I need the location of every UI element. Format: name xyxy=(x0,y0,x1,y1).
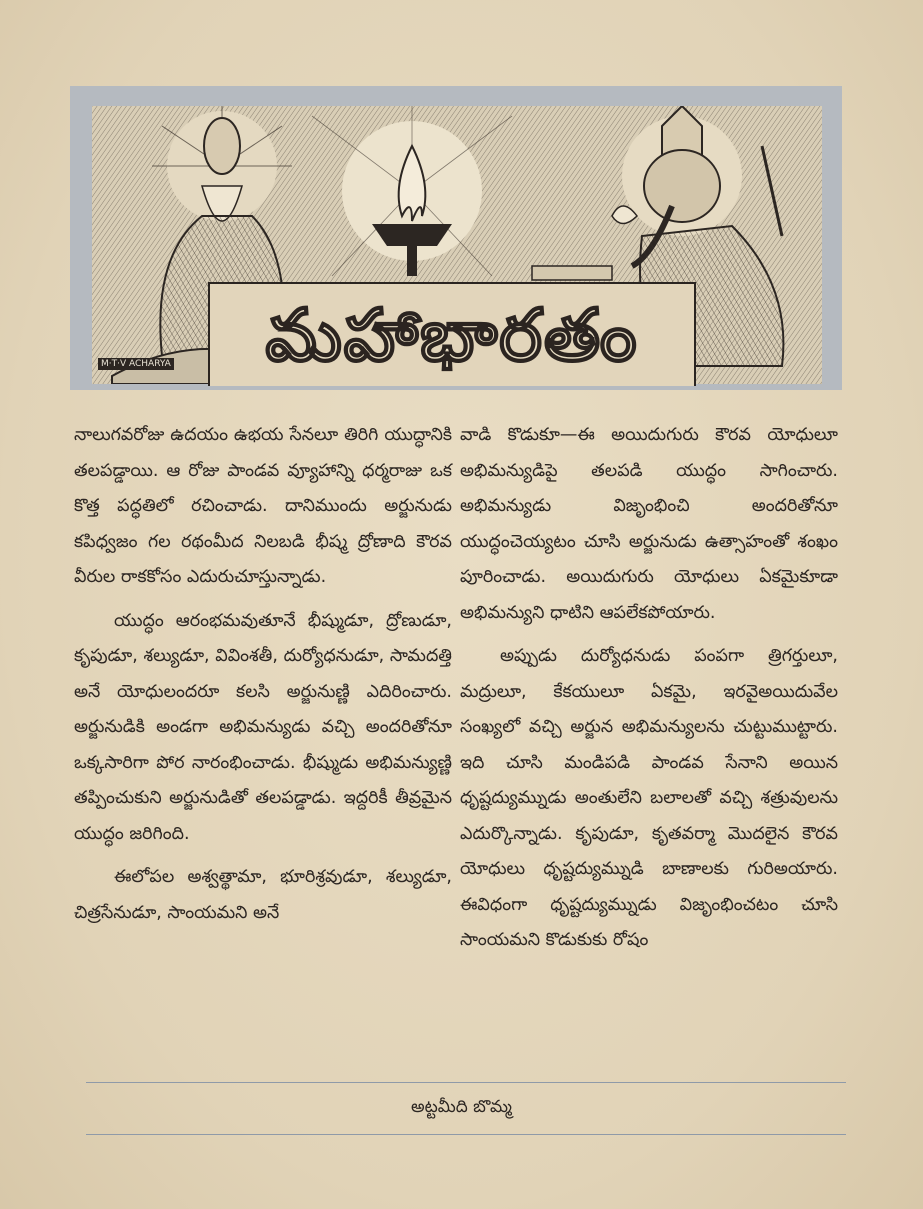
title-panel xyxy=(208,282,696,386)
paragraph: అప్పుడు దుర్యోధనుడు పంపగా త్రిగర్తులూ, మద్రులూ, కేకయులూ ఏకమై, ఇరవైఅయిదువేల సంఖ్యలో వచ్చి అర్జున అభిమన్యులను చుట్టుముట్టారు. ఇది చూసి మండిపడి పాండవ సేనాని అయిన ధృష్టద్యుమ్నుడు అంతులేని బలాలతో వచ్చి శత్రువులను ఎదుర్కొన్నాడు. కృపుడూ, కృతవర్మా మొదలైన కౌరవ యోధులు ధృష్టద్యుమ్నుడి బాణాలకు గురిఅయారు. ఈవిధంగా ధృష్టద్యుమ్నుడు విజృంభించటం చూసి సాంయమని కొడుకుకు రోషం xyxy=(460,646,838,950)
paragraph: ఈలోపల అశ్వత్థామా, భూరిశ్రవుడూ, శల్యుడూ, చిత్రసేనుడూ, సాంయమని అనే xyxy=(74,867,452,923)
page-footer: అట్టమీది బొమ్మ xyxy=(411,1097,512,1117)
paragraph: యుద్ధం ఆరంభమవుతూనే భీష్ముడూ, ద్రోణుడూ, కృపుడూ, శల్యుడూ, వివింశతీ, దుర్యోధనుడూ, సామదత్తి అనే యోధులందరూ కలసి అర్జునుణ్ణి ఎదిరించారు. అర్జునుడికి అండగా అభిమన్యుడు వచ్చి అందరితోనూ ఒక్కసారిగా పోర నారంభించాడు. భీష్ముడు అభిమన్యుణ్ణి తప్పించుకుని అర్జునుడితో తలపడ్డాడు. ఇద్దరికీ తీవ్రమైన యుద్ధం జరిగింది. xyxy=(74,610,452,844)
article-column-left xyxy=(74,418,452,931)
artist-signature: M·T·V ACHARYA xyxy=(98,358,174,370)
footer-divider xyxy=(86,1082,846,1083)
article-column-right xyxy=(460,418,838,959)
page-title: మహాభారతం xyxy=(265,293,639,377)
footer-divider xyxy=(86,1134,846,1135)
paragraph: నాలుగవరోజు ఉదయం ఉభయ సేనలూ తిరిగి యుద్ధానికి తలపడ్డాయి. ఆ రోజు పాండవ వ్యూహాన్ని ధర్మరాజు ఒక కొత్త పద్ధతిలో రచించాడు. దానిముందు అర్జునుడు కపిధ్వజం గల రథంమీద నిలబడి భీష్మ ద్రోణాది కౌరవ వీరుల రాకకోసం ఎదురుచూస్తున్నాడు. xyxy=(74,425,452,587)
paragraph: వాడి కొడుకూ—ఈ అయిదుగురు కౌరవ యోధులూ అభిమన్యుడిపై తలపడి యుద్ధం సాగించారు. అభిమన్యుడు విజృంభించి అందరితోనూ యుద్ధంచెయ్యటం చూసి అర్జునుడు ఉత్సాహంతో శంఖం పూరించాడు. అయిదుగురు యోధులు ఏకమైకూడా అభిమన్యుని ధాటిని ఆపలేకపోయారు. xyxy=(460,425,838,623)
